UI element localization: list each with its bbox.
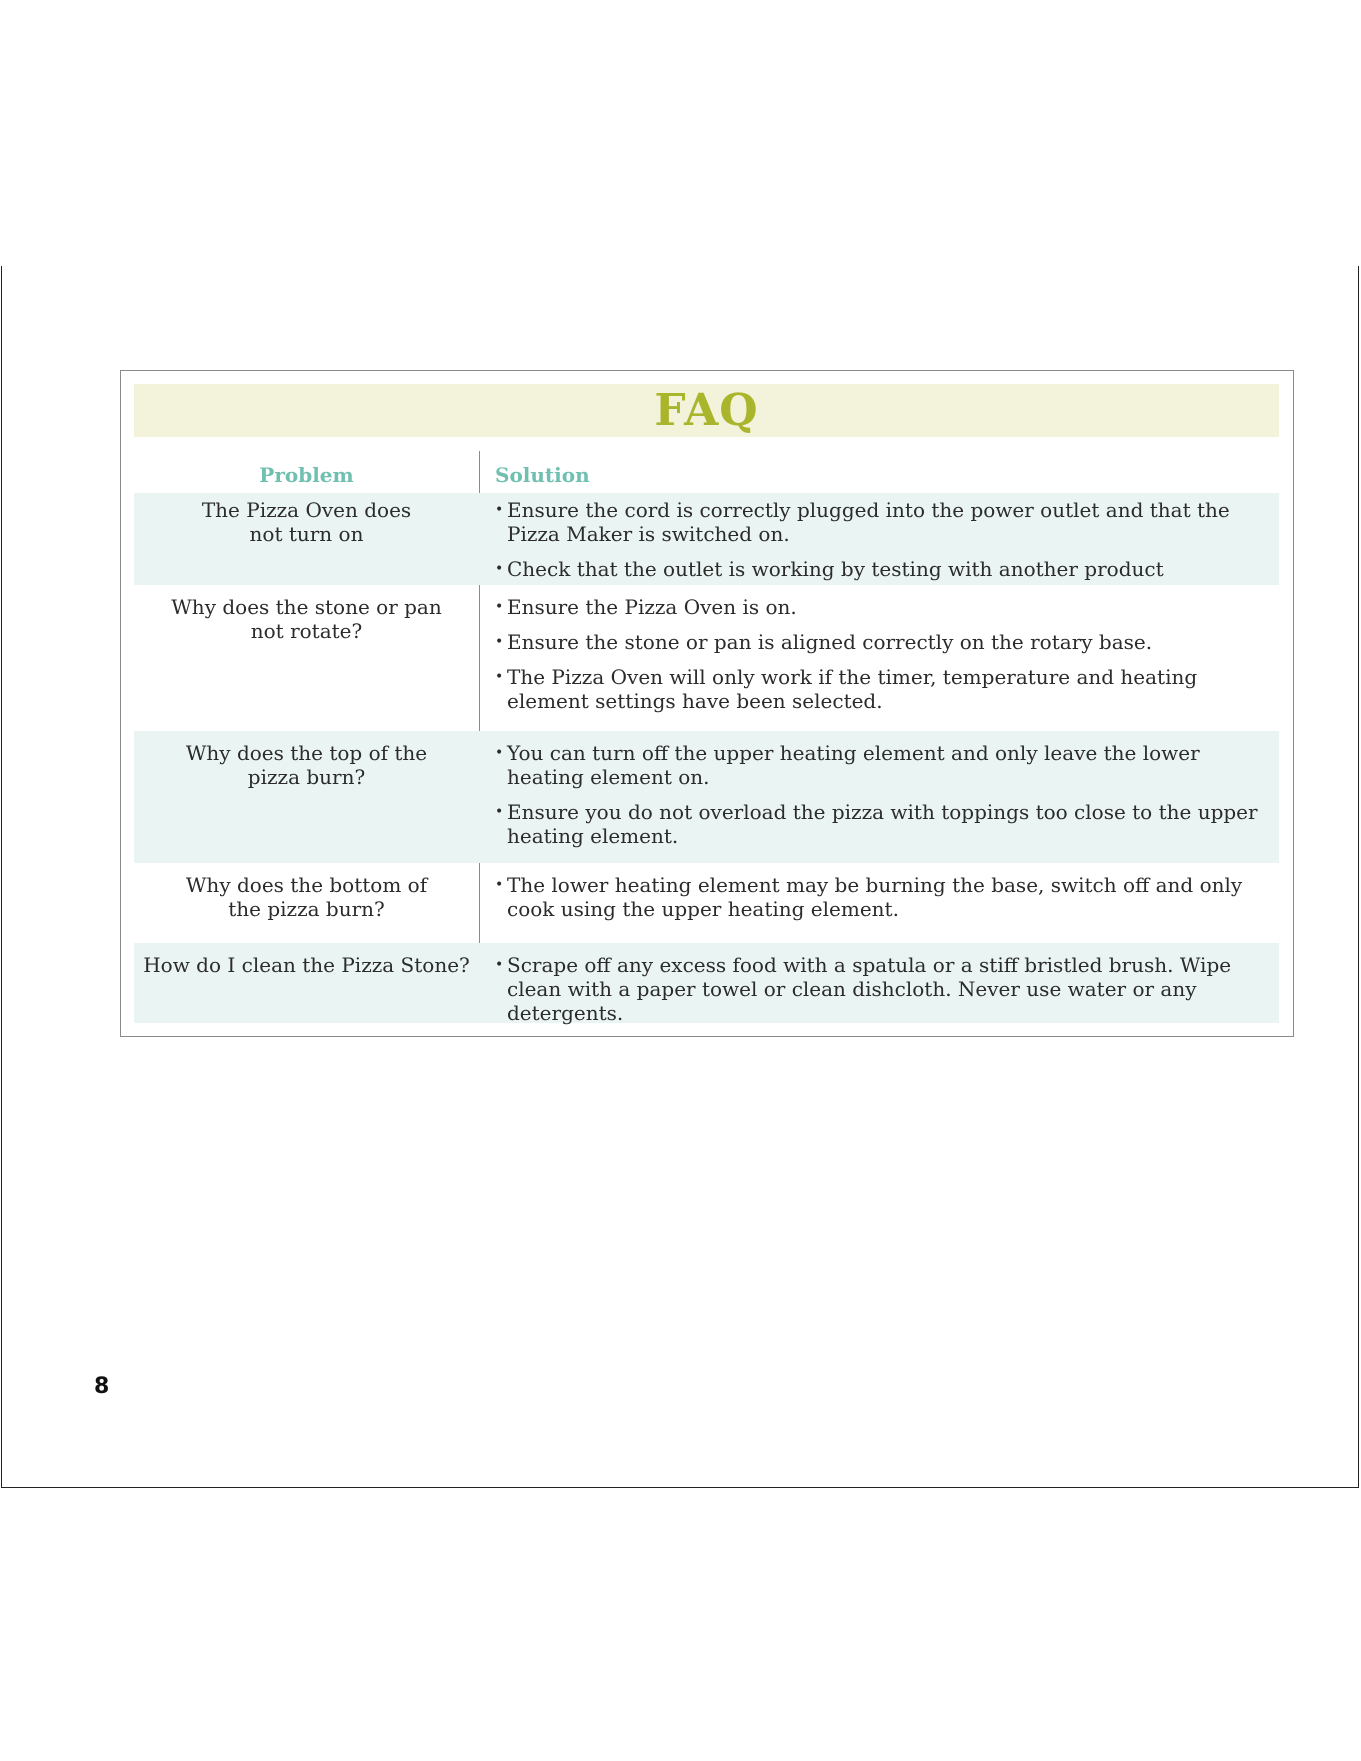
faq-table — [120, 370, 1294, 1037]
solution-bullet: • You can turn off the upper heating element and only leave the lower heating element on. — [495, 741, 1275, 789]
solution-bullet: • Scrape off any excess food with a spatula or a stiff bristled brush. Wipe clean with a paper towel or clean dishcloth. Never use water or any detergents. — [495, 953, 1275, 1025]
faq-row-2 — [134, 585, 1279, 731]
solution-bullet: • Ensure you do not overload the pizza with toppings too close to the upper heating element. — [495, 800, 1275, 848]
solution-cell — [495, 953, 1275, 1036]
solution-bullet: • Ensure the Pizza Oven is on. — [495, 595, 1275, 619]
problem-cell: How do I clean the Pizza Stone? — [143, 953, 470, 977]
solution-cell — [495, 498, 1275, 592]
solution-cell — [495, 741, 1275, 859]
faq-row-5 — [134, 943, 1279, 1023]
faq-title: FAQ — [654, 384, 759, 436]
problem-cell: The Pizza Oven does not turn on — [201, 498, 412, 546]
solution-cell — [495, 595, 1275, 724]
solution-cell — [495, 873, 1275, 932]
page-number: 8 — [94, 1374, 110, 1399]
solution-bullet: • The lower heating element may be burning the base, switch off and only cook using the upper heating element. — [495, 873, 1275, 921]
solution-bullet: • Ensure the cord is correctly plugged into the power outlet and that the Pizza Maker is switched on. — [495, 498, 1275, 546]
problem-cell: Why does the top of the pizza burn? — [185, 741, 428, 789]
solution-bullet: • Ensure the stone or pan is aligned correctly on the rotary base. — [495, 630, 1275, 654]
solution-bullet: • The Pizza Oven will only work if the timer, temperature and heating element settings have been selected. — [495, 665, 1275, 713]
faq-row-3 — [134, 731, 1279, 863]
faq-row-1 — [134, 493, 1279, 585]
problem-cell: Why does the stone or pan not rotate? — [171, 595, 442, 643]
solution-bullet: • Check that the outlet is working by testing with another product — [495, 557, 1275, 581]
solution-column-header: Solution — [495, 463, 590, 487]
faq-title-bar — [134, 384, 1279, 437]
problem-column-header: Problem — [259, 463, 354, 487]
problem-cell: Why does the bottom of the pizza burn? — [185, 873, 428, 921]
faq-row-4 — [134, 863, 1279, 943]
